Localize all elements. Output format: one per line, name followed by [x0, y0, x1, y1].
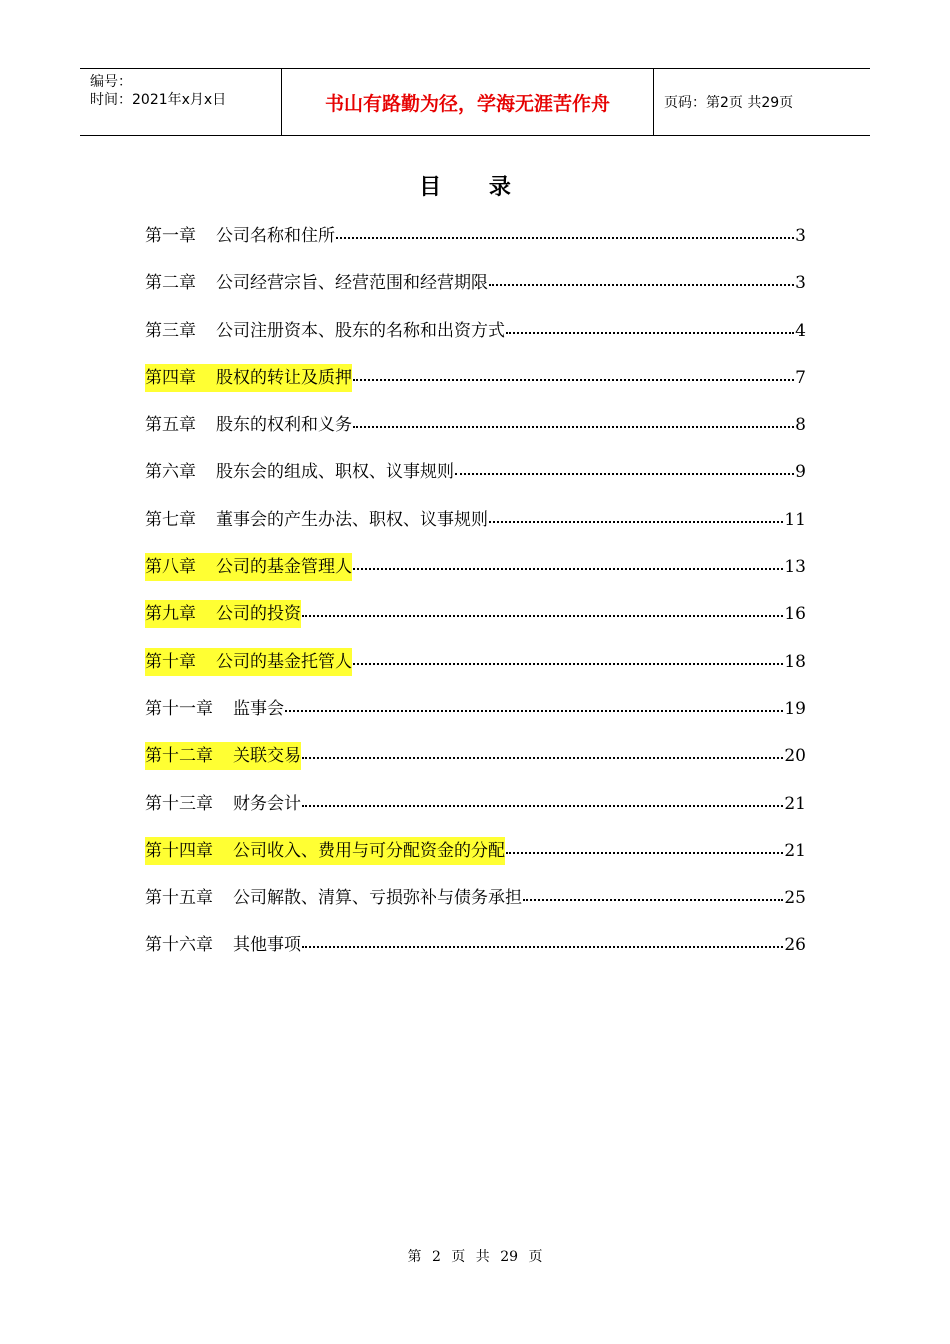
toc-page-number: 13 — [784, 557, 806, 578]
toc-entry-label — [145, 411, 352, 439]
number-label: 编号： — [90, 74, 132, 90]
toc-page-number: 21 — [784, 793, 806, 814]
toc-entry[interactable] — [145, 931, 806, 978]
toc-entry[interactable] — [145, 364, 806, 411]
toc-chapter-number: 第十一章 — [145, 698, 213, 719]
toc-entry[interactable] — [145, 458, 806, 505]
toc-dot-leader — [336, 237, 794, 239]
toc-page-number: 21 — [784, 840, 806, 861]
toc-entry-label — [145, 695, 284, 723]
toc-entry-label — [145, 506, 488, 534]
toc-chapter-name: 监事会 — [233, 698, 284, 719]
header-page-info: 页码：第2页 共29页 — [664, 95, 794, 111]
toc-chapter-number: 第四章 — [145, 367, 196, 388]
toc-chapter-name: 股权的转让及质押 — [216, 367, 352, 388]
toc-entry[interactable] — [145, 790, 806, 837]
toc-page-number: 4 — [795, 320, 806, 341]
toc-page-number: 7 — [795, 367, 806, 388]
toc-title: 目 录 — [419, 175, 531, 200]
toc-entry[interactable] — [145, 884, 806, 931]
toc-entry-label — [145, 648, 352, 676]
toc-dot-leader — [489, 284, 794, 286]
toc-entry[interactable] — [145, 648, 806, 695]
toc-chapter-name: 公司解散、清算、亏损弥补与债务承担 — [233, 888, 522, 909]
toc-chapter-number: 第六章 — [145, 462, 196, 483]
toc-page-number: 3 — [795, 273, 806, 294]
toc-entry-label — [145, 884, 522, 912]
toc-dot-leader — [353, 663, 783, 665]
toc-dot-leader — [353, 568, 783, 570]
toc-page-number: 9 — [795, 462, 806, 483]
toc-chapter-number: 第十四章 — [145, 840, 213, 861]
toc-dot-leader — [285, 710, 783, 712]
toc-entry-label — [145, 364, 352, 392]
toc-dot-leader — [302, 805, 783, 807]
toc-chapter-name: 董事会的产生办法、职权、议事规则 — [216, 509, 488, 530]
header-slogan: 书山有路勤为径，学海无涯苦作舟 — [281, 69, 654, 135]
toc-chapter-number: 第十章 — [145, 651, 196, 672]
toc-page-number: 25 — [784, 888, 806, 909]
toc-entry-label — [145, 742, 301, 770]
toc-dot-leader — [489, 521, 783, 523]
toc-dot-leader — [302, 757, 783, 759]
toc-chapter-number: 第十五章 — [145, 888, 213, 909]
toc-chapter-name: 财务会计 — [233, 793, 301, 814]
toc-entry[interactable] — [145, 269, 806, 316]
toc-dot-leader — [506, 852, 783, 854]
page-footer: 第 2 页 共 29 页 — [407, 1249, 543, 1265]
toc-chapter-number: 第十六章 — [145, 935, 213, 956]
toc-chapter-name: 公司经营宗旨、经营范围和经营期限 — [216, 273, 488, 294]
page-header — [80, 68, 870, 136]
toc-page-number: 8 — [795, 415, 806, 436]
toc-entry-label — [145, 458, 454, 486]
toc-page-number: 3 — [795, 226, 806, 246]
toc-page-number: 11 — [784, 509, 806, 530]
toc-entry[interactable] — [145, 695, 806, 742]
toc-dot-leader — [353, 426, 794, 428]
toc-page-number: 26 — [784, 935, 806, 956]
toc-entry[interactable] — [145, 222, 806, 269]
toc-entry[interactable] — [145, 506, 806, 553]
toc-dot-leader — [455, 473, 794, 475]
toc-chapter-number: 第九章 — [145, 604, 196, 625]
toc-chapter-number: 第十三章 — [145, 793, 213, 814]
toc-entry-label — [145, 600, 301, 628]
toc-chapter-name: 关联交易 — [233, 746, 301, 767]
toc-chapter-number: 第十二章 — [145, 746, 213, 767]
toc-chapter-name: 公司收入、费用与可分配资金的分配 — [233, 840, 505, 861]
toc-entry-label — [145, 837, 505, 865]
toc-entry[interactable] — [145, 317, 806, 364]
toc-page-number: 19 — [784, 698, 806, 719]
toc-dot-leader — [506, 332, 794, 334]
toc-entry-label — [145, 269, 488, 297]
toc-chapter-number: 第二章 — [145, 273, 196, 294]
toc-dot-leader — [353, 379, 794, 381]
toc-chapter-name: 公司名称和住所 — [216, 226, 335, 246]
toc-entry-label — [145, 222, 335, 250]
toc-chapter-number: 第一章 — [145, 226, 196, 246]
toc-page-number: 16 — [784, 604, 806, 625]
toc-chapter-name: 股东会的组成、职权、议事规则 — [216, 462, 454, 483]
toc-entry[interactable] — [145, 600, 806, 647]
toc-chapter-number: 第三章 — [145, 320, 196, 341]
toc-dot-leader — [302, 615, 783, 617]
toc-chapter-number: 第七章 — [145, 509, 196, 530]
toc-entry-label — [145, 317, 505, 345]
toc-entry[interactable] — [145, 553, 806, 600]
toc-chapter-name: 公司的基金管理人 — [216, 557, 352, 578]
toc-chapter-name: 股东的权利和义务 — [216, 415, 352, 436]
toc-entry[interactable] — [145, 742, 806, 789]
toc-dot-leader — [302, 946, 783, 948]
time-label: 时间：2021年x月x日 — [90, 92, 227, 108]
toc-chapter-name: 其他事项 — [233, 935, 301, 956]
header-meta — [80, 69, 281, 135]
toc-chapter-number: 第八章 — [145, 557, 196, 578]
toc-chapter-name: 公司的投资 — [216, 604, 301, 625]
toc-entry[interactable] — [145, 411, 806, 458]
toc-chapter-name: 公司注册资本、股东的名称和出资方式 — [216, 320, 505, 341]
toc-page-number: 20 — [784, 746, 806, 767]
toc-page-number: 18 — [784, 651, 806, 672]
toc-entry-label — [145, 931, 301, 959]
toc-entry-label — [145, 553, 352, 581]
toc-entry-label — [145, 790, 301, 818]
toc-chapter-name: 公司的基金托管人 — [216, 651, 352, 672]
table-of-contents — [145, 222, 806, 979]
toc-entry[interactable] — [145, 837, 806, 884]
toc-chapter-number: 第五章 — [145, 415, 196, 436]
toc-dot-leader — [523, 899, 783, 901]
